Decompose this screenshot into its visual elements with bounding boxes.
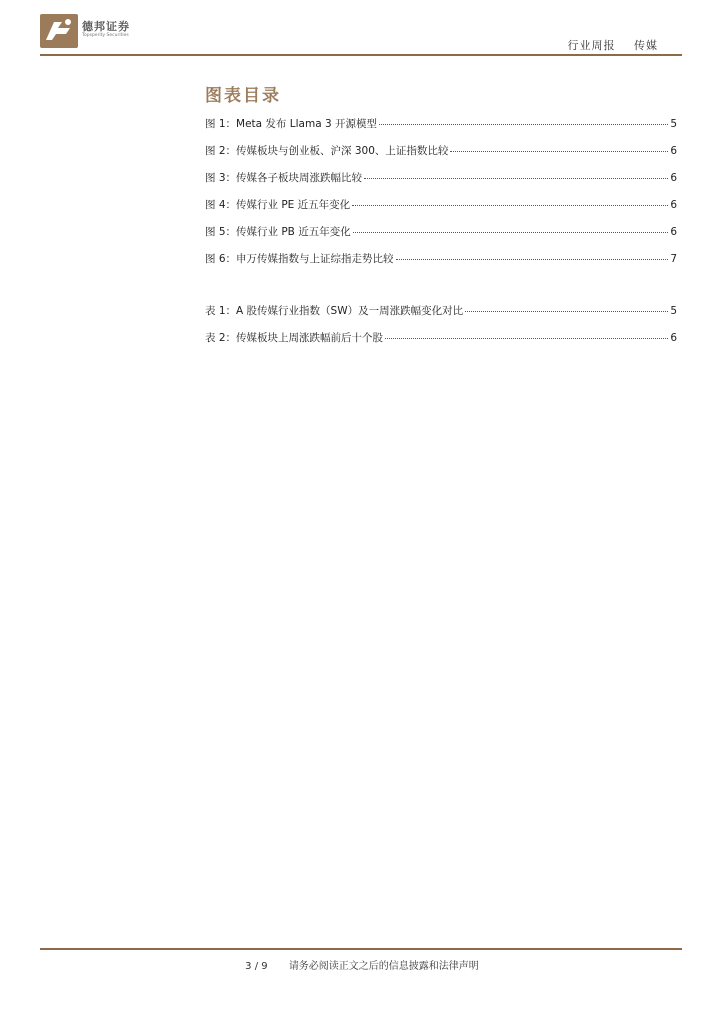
toc-figure-entry-label: 图 2：传媒板块与创业板、沪深 300、上证指数比较 — [205, 145, 449, 157]
toc-figure-entry-label: 图 3：传媒各子板块周涨跌幅比较 — [205, 172, 363, 184]
toc-table-entry-page: 6 — [670, 332, 677, 344]
header-divider — [40, 54, 682, 56]
leader-dots — [364, 178, 668, 179]
report-type: 行业周报 — [567, 39, 616, 52]
industry-name: 传媒 — [634, 39, 658, 52]
toc-figure-entry[interactable] — [205, 251, 677, 278]
leader-dots — [385, 338, 668, 339]
toc-figure-entry[interactable] — [205, 197, 677, 224]
logo-english-name: Topsperity Securities — [82, 33, 129, 38]
toc-table-entry[interactable] — [205, 330, 677, 357]
toc-figure-entry-label: 图 4：传媒行业 PE 近五年变化 — [205, 199, 351, 211]
toc-figure-entry[interactable] — [205, 170, 677, 197]
toc-figure-entry[interactable] — [205, 143, 677, 170]
header-report-info — [568, 37, 659, 53]
leader-dots — [396, 259, 669, 260]
footer-disclaimer: 请务必阅读正文之后的信息披露和法律声明 — [288, 961, 479, 972]
toc-figure-entry-page: 6 — [670, 226, 677, 238]
toc-figure-entry-page: 5 — [670, 118, 677, 130]
toc-table-entry-page: 5 — [670, 305, 677, 317]
toc-title: 图表目录 — [205, 86, 281, 106]
toc-figure-entry-label: 图 5：传媒行业 PB 近五年变化 — [205, 226, 351, 238]
figure-list — [205, 116, 677, 278]
logo-chinese-name: 德邦证券 — [82, 20, 130, 33]
toc-table-entry-label: 表 1：A 股传媒行业指数（SW）及一周涨跌幅变化对比 — [205, 305, 464, 317]
toc-figure-entry-page: 6 — [670, 172, 677, 184]
leader-dots — [450, 151, 668, 152]
toc-figure-entry-label: 图 1：Meta 发布 Llama 3 开源模型 — [205, 118, 377, 130]
page-header — [0, 0, 724, 60]
toc-table-entry[interactable] — [205, 303, 677, 330]
leader-dots — [379, 124, 668, 125]
leader-dots — [465, 311, 668, 312]
footer-divider — [40, 948, 682, 950]
page-footer — [0, 957, 724, 972]
toc-figure-entry-page: 6 — [670, 145, 677, 157]
toc-figure-entry-label: 图 6：申万传媒指数与上证综指走势比较 — [205, 253, 394, 265]
leader-dots — [353, 232, 669, 233]
table-list — [205, 303, 677, 357]
page-number: 3 / 9 — [245, 961, 268, 972]
toc-table-entry-label: 表 2：传媒板块上周涨跌幅前后十个股 — [205, 332, 384, 344]
toc-figure-entry[interactable] — [205, 116, 677, 143]
toc-figure-entry-page: 7 — [670, 253, 677, 265]
toc-figure-entry[interactable] — [205, 224, 677, 251]
company-logo — [40, 14, 140, 50]
toc-figure-entry-page: 6 — [670, 199, 677, 211]
leader-dots — [352, 205, 668, 206]
logo-mark-icon — [40, 14, 78, 48]
